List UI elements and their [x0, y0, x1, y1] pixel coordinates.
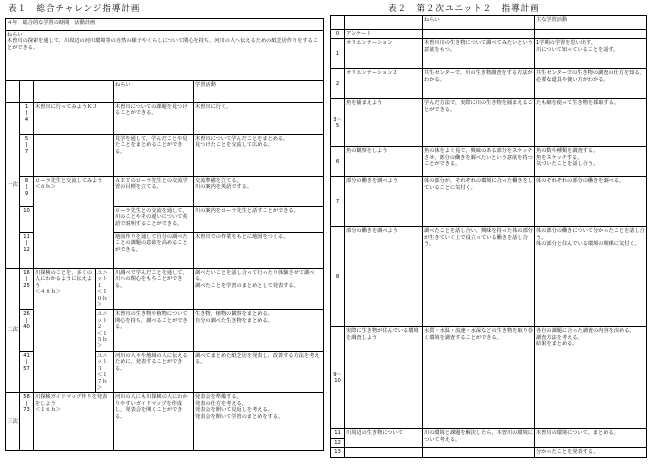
- overall-aim: [6, 31, 324, 81]
- table-row: 12: [331, 438, 647, 447]
- table-row: 三次 58 | 73 川探検ガイドマップ作りを発表をしよう ＜１６ｈ＞ 河川の人にも川探検の人にわかりやすいガイドマップを作成し，発表会を開くことができる。 発表会を準備する。 発表の仕方を考える。 発表会を開いて見返しを考える。 発表会を開いて学習のまとめをする。: [6, 393, 324, 451]
- left-header-activity: 学習活動: [194, 81, 324, 103]
- aim-label: ねらい: [7, 32, 23, 38]
- right-header-aim: ねらい: [423, 16, 535, 30]
- table-row: 8 部分の働きを調べよう 調べたことを話し合い，興味を持った体の部分が生きていく上で役立っている働きを話し合う。 体の部分の働きについて分かったことを話し合う。 体の部分と住んでいる環境の関係に気付く。: [331, 227, 647, 327]
- grade-line: ４年 総合的な学習の時間 活動計画: [6, 19, 324, 31]
- table-row: 5 | 7 見学を通して，学んだことや見たことをまとめることができる。 木曽川について学んだことをまとめる。 見つけたことを交流して広める。: [6, 135, 324, 177]
- phase-label: 一次: [6, 103, 20, 269]
- table-row: 6 魚の観察をしよう 魚の体をよく見て，興味のある部分をスケッチさせ，部分の働きを調べたいという意欲を持つことができる。 魚の数や種類を調査する。 魚をスケッチする。 気づいたことを話し合う。: [331, 147, 647, 177]
- table-row: 1 オリエンテーション 木曽川川の生き物について調べてみたいという意欲をもつ。 1学期の学習を思い出す。 川について知っていることを話す。: [331, 39, 647, 69]
- left-header-blank: [6, 81, 20, 103]
- table-row: 11 | 12 地図作りを通して自分の調べたことの課題の意欲を高めることができる。 木曽川での作業をもとに地図をつくる。: [6, 233, 324, 269]
- left-table-title: 表１ 総合チャレンジ指導計画: [8, 4, 141, 14]
- table-row: 11 川周辺の生き物について 川の環境と課題を解決したら，木曽川の環境について考える。 木曽川の環境について，まとめる。: [331, 429, 647, 438]
- left-header-row: [6, 81, 324, 103]
- left-header-aim: ねらい: [114, 81, 194, 103]
- aim-text: 木曽川の探索を通して，川周辺の河川環境等の自然の様子やくらしについて関心を持ち，河川の人へ伝えるための紙芝居作りをすることができる。: [7, 38, 319, 51]
- table-row: 一次 1 | 4 木曽川に行ってみようＫＪ 木曽川についての課題を見つけることができる。 木曽川に行く。: [6, 103, 324, 135]
- table-row: 2 オリエンテーション２ 共生センターで，川の生き物調査をする方法がわかる。 共生センターでの生き物の調査の仕方を知る。 必要な道具や使い方がわかる。: [331, 69, 647, 99]
- table-row: 10 ローラ先生との交流を通して，川のことやその違いについて英語で説明することができる。 川の案内をローラ先生と話すことができる。: [6, 207, 324, 233]
- right-header-activity: 主な学習活動: [535, 16, 647, 30]
- table-row: 26 | 40 ユニット ２ ＜１５ｈ＞ 木曽川の生き物や植物について関心を持ち，調べることができる。 生き物，植物の観察をまとめる。 自分の調べた生き物をまとめる。: [6, 310, 324, 351]
- table-row: 41 | 57 ユニット ３ ＜１７ｈ＞ 河川の人々や地域の人に伝えるために，発表することができる。 調べてまとめた紙芝居を発表し，改善する方法を考える。: [6, 351, 324, 392]
- left-plan-table: [5, 18, 324, 451]
- phase-label: 二次: [6, 269, 20, 393]
- phase-label: 三次: [6, 393, 20, 451]
- table-row: 7 部分の働きを調べよう 体の部分が，それぞれの環境に合った働きをしていることに気付く。 体のそれぞれの部分の働きを調べる。: [331, 177, 647, 227]
- table-row: 9〜10 実際に生き物が住んでいる環境を調査しよう 水質・水温・流速・水深などの生き物を取り巻く環境を調査することができる。 各自の課題に合った調査の内容を決める。 調査方法を考える。 結果をまとめる。: [331, 327, 647, 429]
- right-header-row: [331, 16, 647, 30]
- table-row: 0 アンケート: [331, 30, 647, 39]
- right-plan-table: [330, 15, 647, 458]
- right-table-title: 表２ 第２次ユニット２ 指導計画: [388, 4, 540, 14]
- table-row: 二次 16 | 25 川探検のことを，多くの人にわかるように伝えよう ＜４８ｈ＞ ユニット １ ＜１０ｈ＞ 川調べで学んだことを通して，川への関心をもちことができる。 調べたいことを話し合って行ったり体験させて調べる。 調べたことを学習のまとめとして発表する。: [6, 269, 324, 310]
- left-header-blank-2: [20, 81, 34, 103]
- table-row: 8 | 9 ローラ先生と交流してみよう ＜６ｈ＞ ＡＥＴのローラ先生との交流学習の目標を立てる。 交流準備を立てる。 川の案内を英語でする。: [6, 177, 324, 207]
- table-row: 3〜5 魚を捕まえよう 学んだ方法で，実際に川の生き物を捕まえることができる。 たも網を使って生き物を採取する。: [331, 99, 647, 147]
- table-row: 13 分かったことを発表する。: [331, 448, 647, 457]
